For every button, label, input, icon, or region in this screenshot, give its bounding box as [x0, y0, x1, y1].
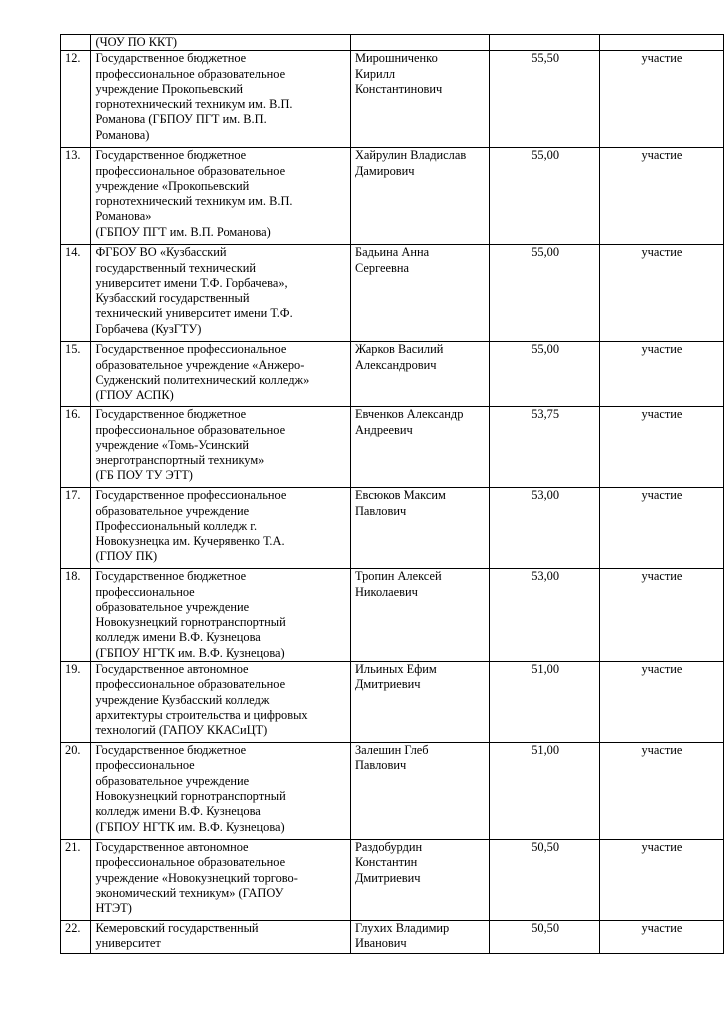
cell-number — [61, 743, 91, 840]
cell-organization — [91, 921, 351, 954]
cell-participant — [350, 921, 489, 954]
score-value: 55,50 — [531, 51, 560, 66]
row-number: 20. — [65, 743, 81, 758]
participant-name-line: Андреевич — [354, 422, 413, 437]
results-table — [60, 34, 724, 954]
cell-organization — [91, 840, 351, 921]
org-line: Государственное профессиональное — [95, 488, 287, 503]
cell-score — [490, 35, 599, 51]
status-value: участие — [641, 840, 683, 855]
score-value: 51,00 — [531, 743, 560, 758]
org-line: профессиональное образовательное — [95, 677, 286, 692]
org-line: учреждение «Новокузнецкий торгово- — [95, 870, 298, 885]
participant-name-line: Константинович — [354, 81, 443, 96]
table-row — [61, 51, 724, 148]
org-line: Государственное профессиональное — [95, 342, 287, 357]
table-row — [61, 245, 724, 342]
cell-number — [61, 662, 91, 743]
row-number: 19. — [65, 662, 81, 677]
score-value: 55,00 — [531, 245, 560, 260]
cell-score — [490, 569, 599, 662]
org-line: Кемеровский государственный — [95, 921, 259, 936]
org-line: (ГБПОУ ПГТ им. В.П. Романова) — [95, 224, 271, 239]
org-line: Государственное бюджетное — [95, 51, 247, 66]
org-line: Новокузнецка им. Кучерявенко Т.А. — [95, 534, 285, 549]
results-table-body — [61, 35, 724, 954]
participant-name-line: Иванович — [354, 936, 407, 951]
org-line: профессиональное образовательное — [95, 163, 286, 178]
score-value: 55,00 — [531, 148, 560, 163]
cell-status — [599, 245, 723, 342]
org-line: профессиональное — [95, 758, 195, 773]
cell-status — [599, 51, 723, 148]
cell-status — [599, 840, 723, 921]
org-line: Новокузнецкий горнотранспортный — [95, 615, 286, 630]
table-row-continued — [61, 35, 724, 51]
cell-status — [599, 662, 723, 743]
participant-name-line: Тропин Алексей — [354, 569, 442, 584]
participant-name-line: Александрович — [354, 357, 437, 372]
cell-participant — [350, 342, 489, 407]
cell-status — [599, 342, 723, 407]
cell-number — [61, 840, 91, 921]
org-line: университет — [95, 936, 161, 951]
score-value: 53,75 — [531, 407, 560, 422]
status-value: участие — [641, 921, 683, 936]
status-value: участие — [641, 662, 683, 677]
org-line: НТЭТ) — [95, 901, 132, 916]
status-value: участие — [641, 488, 683, 503]
status-value: участие — [641, 743, 683, 758]
org-line: Кузбасский государственный — [95, 291, 250, 306]
org-line: Новокузнецкий горнотранспортный — [95, 788, 286, 803]
org-line: Романова (ГБПОУ ПГТ им. В.П. — [95, 112, 267, 127]
org-line: учреждение «Томь-Усинский — [95, 437, 250, 452]
participant-name-line: Константин — [354, 855, 418, 870]
org-line: учреждение Кузбасский колледж — [95, 692, 270, 707]
status-value: участие — [641, 342, 683, 357]
table-row — [61, 840, 724, 921]
org-line: (ЧОУ ПО ККТ) — [95, 35, 177, 49]
cell-score — [490, 407, 599, 488]
org-line: учреждение «Прокопьевский — [95, 178, 250, 193]
org-line: профессиональное образовательное — [95, 66, 286, 81]
cell-status — [599, 743, 723, 840]
org-line: Государственное бюджетное — [95, 743, 247, 758]
cell-status — [599, 148, 723, 245]
org-line: образовательное учреждение — [95, 599, 250, 614]
cell-number — [61, 35, 91, 51]
participant-name-line: Залешин Глеб — [354, 743, 429, 758]
cell-organization — [91, 148, 351, 245]
org-line: профессиональное образовательное — [95, 422, 286, 437]
org-line: Государственное бюджетное — [95, 148, 247, 163]
org-line: энерготранспортный техникум» — [95, 453, 265, 468]
org-line: Романова» — [95, 209, 152, 224]
cell-organization — [91, 662, 351, 743]
participant-name-line: Павлович — [354, 758, 407, 773]
cell-organization — [91, 569, 351, 662]
org-line: экономический техникум» (ГАПОУ — [95, 885, 284, 900]
participant-name-line: Сергеевна — [354, 260, 409, 275]
cell-status — [599, 488, 723, 569]
org-line: (ГБПОУ НГТК им. В.Ф. Кузнецова) — [95, 819, 285, 834]
table-row — [61, 407, 724, 488]
table-row — [61, 488, 724, 569]
org-line: (ГПОУ ПК) — [95, 549, 158, 564]
org-line: государственный технический — [95, 260, 257, 275]
org-line: образовательное учреждение «Анжеро- — [95, 357, 305, 372]
org-line: профессиональное образовательное — [95, 855, 286, 870]
status-value: участие — [641, 245, 683, 260]
org-line: технологий (ГАПОУ ККАСиЦТ) — [95, 723, 268, 738]
status-value: участие — [641, 148, 683, 163]
cell-score — [490, 921, 599, 954]
org-line: Государственное автономное — [95, 840, 249, 855]
participant-name-line: Дамирович — [354, 163, 415, 178]
participant-name-line: Дмитриевич — [354, 870, 421, 885]
row-number: 13. — [65, 148, 81, 163]
cell-organization — [91, 488, 351, 569]
status-value: участие — [641, 407, 683, 422]
org-line: (ГБ ПОУ ТУ ЭТТ) — [95, 468, 193, 483]
org-line: Романова) — [95, 127, 150, 142]
cell-score — [490, 51, 599, 148]
document-page — [60, 34, 724, 954]
org-line: архитектуры строительства и цифровых — [95, 707, 308, 722]
org-line: (ГБПОУ НГТК им. В.Ф. Кузнецова) — [95, 645, 285, 660]
score-value: 50,50 — [531, 840, 560, 855]
cell-organization — [91, 407, 351, 488]
table-row — [61, 662, 724, 743]
org-line: горнотехнический техникум им. В.П. — [95, 194, 293, 209]
org-line: Государственное бюджетное — [95, 407, 247, 422]
cell-participant — [350, 743, 489, 840]
org-line: профессиональное — [95, 584, 195, 599]
cell-status — [599, 35, 723, 51]
participant-name-line: Дмитриевич — [354, 677, 421, 692]
row-number: 18. — [65, 569, 81, 584]
status-value: участие — [641, 569, 683, 584]
cell-number — [61, 488, 91, 569]
participant-name-line: Павлович — [354, 503, 407, 518]
participant-name-line: Раздобурдин — [354, 840, 423, 855]
cell-participant — [350, 407, 489, 488]
row-number: 12. — [65, 51, 81, 66]
score-value: 53,00 — [531, 488, 560, 503]
cell-score — [490, 840, 599, 921]
cell-status — [599, 407, 723, 488]
cell-number — [61, 342, 91, 407]
cell-number — [61, 148, 91, 245]
participant-name-line: Бадьина Анна — [354, 245, 430, 260]
cell-number — [61, 407, 91, 488]
org-line: учреждение Прокопьевский — [95, 81, 244, 96]
cell-organization — [91, 245, 351, 342]
participant-name-line: Евченков Александр — [354, 407, 464, 422]
row-number: 15. — [65, 342, 81, 357]
org-line: (ГПОУ АСПК) — [95, 388, 174, 403]
cell-score — [490, 148, 599, 245]
cell-status — [599, 569, 723, 662]
org-line: Судженский политехнический колледж» — [95, 372, 310, 387]
table-row — [61, 148, 724, 245]
participant-name-line: Хайрулин Владислав — [354, 148, 467, 163]
org-line: университет имени Т.Ф. Горбачева», — [95, 275, 288, 290]
cell-participant — [350, 488, 489, 569]
row-number: 14. — [65, 245, 81, 260]
cell-participant — [350, 245, 489, 342]
row-number: 22. — [65, 921, 81, 936]
cell-organization — [91, 743, 351, 840]
org-line: Профессиональный колледж г. — [95, 518, 258, 533]
participant-name-line: Кирилл — [354, 66, 396, 81]
participant-name-line: Мирошниченко — [354, 51, 438, 66]
cell-participant — [350, 148, 489, 245]
score-value: 51,00 — [531, 662, 560, 677]
cell-participant — [350, 662, 489, 743]
org-line: Государственное автономное — [95, 662, 249, 677]
participant-name-line: Ильиных Ефим — [354, 662, 437, 677]
row-number: 16. — [65, 407, 81, 422]
org-line: Горбачева (КузГТУ) — [95, 321, 202, 336]
status-value: участие — [641, 51, 683, 66]
cell-participant — [350, 35, 489, 51]
table-row — [61, 342, 724, 407]
cell-score — [490, 342, 599, 407]
participant-name-line: Николаевич — [354, 584, 418, 599]
org-line: горнотехнический техникум им. В.П. — [95, 97, 293, 112]
table-row — [61, 569, 724, 662]
cell-number — [61, 569, 91, 662]
cell-score — [490, 488, 599, 569]
cell-organization — [91, 35, 351, 51]
org-line: образовательное учреждение — [95, 503, 250, 518]
row-number: 17. — [65, 488, 81, 503]
cell-score — [490, 662, 599, 743]
cell-score — [490, 743, 599, 840]
score-value: 55,00 — [531, 342, 560, 357]
participant-name-line: Жарков Василий — [354, 342, 444, 357]
score-value: 53,00 — [531, 569, 560, 584]
org-line: ФГБОУ ВО «Кузбасский — [95, 245, 227, 260]
org-line: технический университет имени Т.Ф. — [95, 306, 293, 321]
cell-score — [490, 245, 599, 342]
row-number: 21. — [65, 840, 81, 855]
score-value: 50,50 — [531, 921, 560, 936]
cell-status — [599, 921, 723, 954]
participant-name-line: Глухих Владимир — [354, 921, 450, 936]
org-line: колледж имени В.Ф. Кузнецова — [95, 804, 261, 819]
org-line: Государственное бюджетное — [95, 569, 247, 584]
participant-name-line: Евсюков Максим — [354, 488, 446, 503]
table-row — [61, 743, 724, 840]
cell-participant — [350, 51, 489, 148]
org-line: образовательное учреждение — [95, 773, 250, 788]
cell-participant — [350, 840, 489, 921]
org-line: колледж имени В.Ф. Кузнецова — [95, 630, 261, 645]
cell-number — [61, 245, 91, 342]
cell-participant — [350, 569, 489, 662]
cell-number — [61, 921, 91, 954]
cell-organization — [91, 342, 351, 407]
cell-number — [61, 51, 91, 148]
cell-organization — [91, 51, 351, 148]
table-row — [61, 921, 724, 954]
